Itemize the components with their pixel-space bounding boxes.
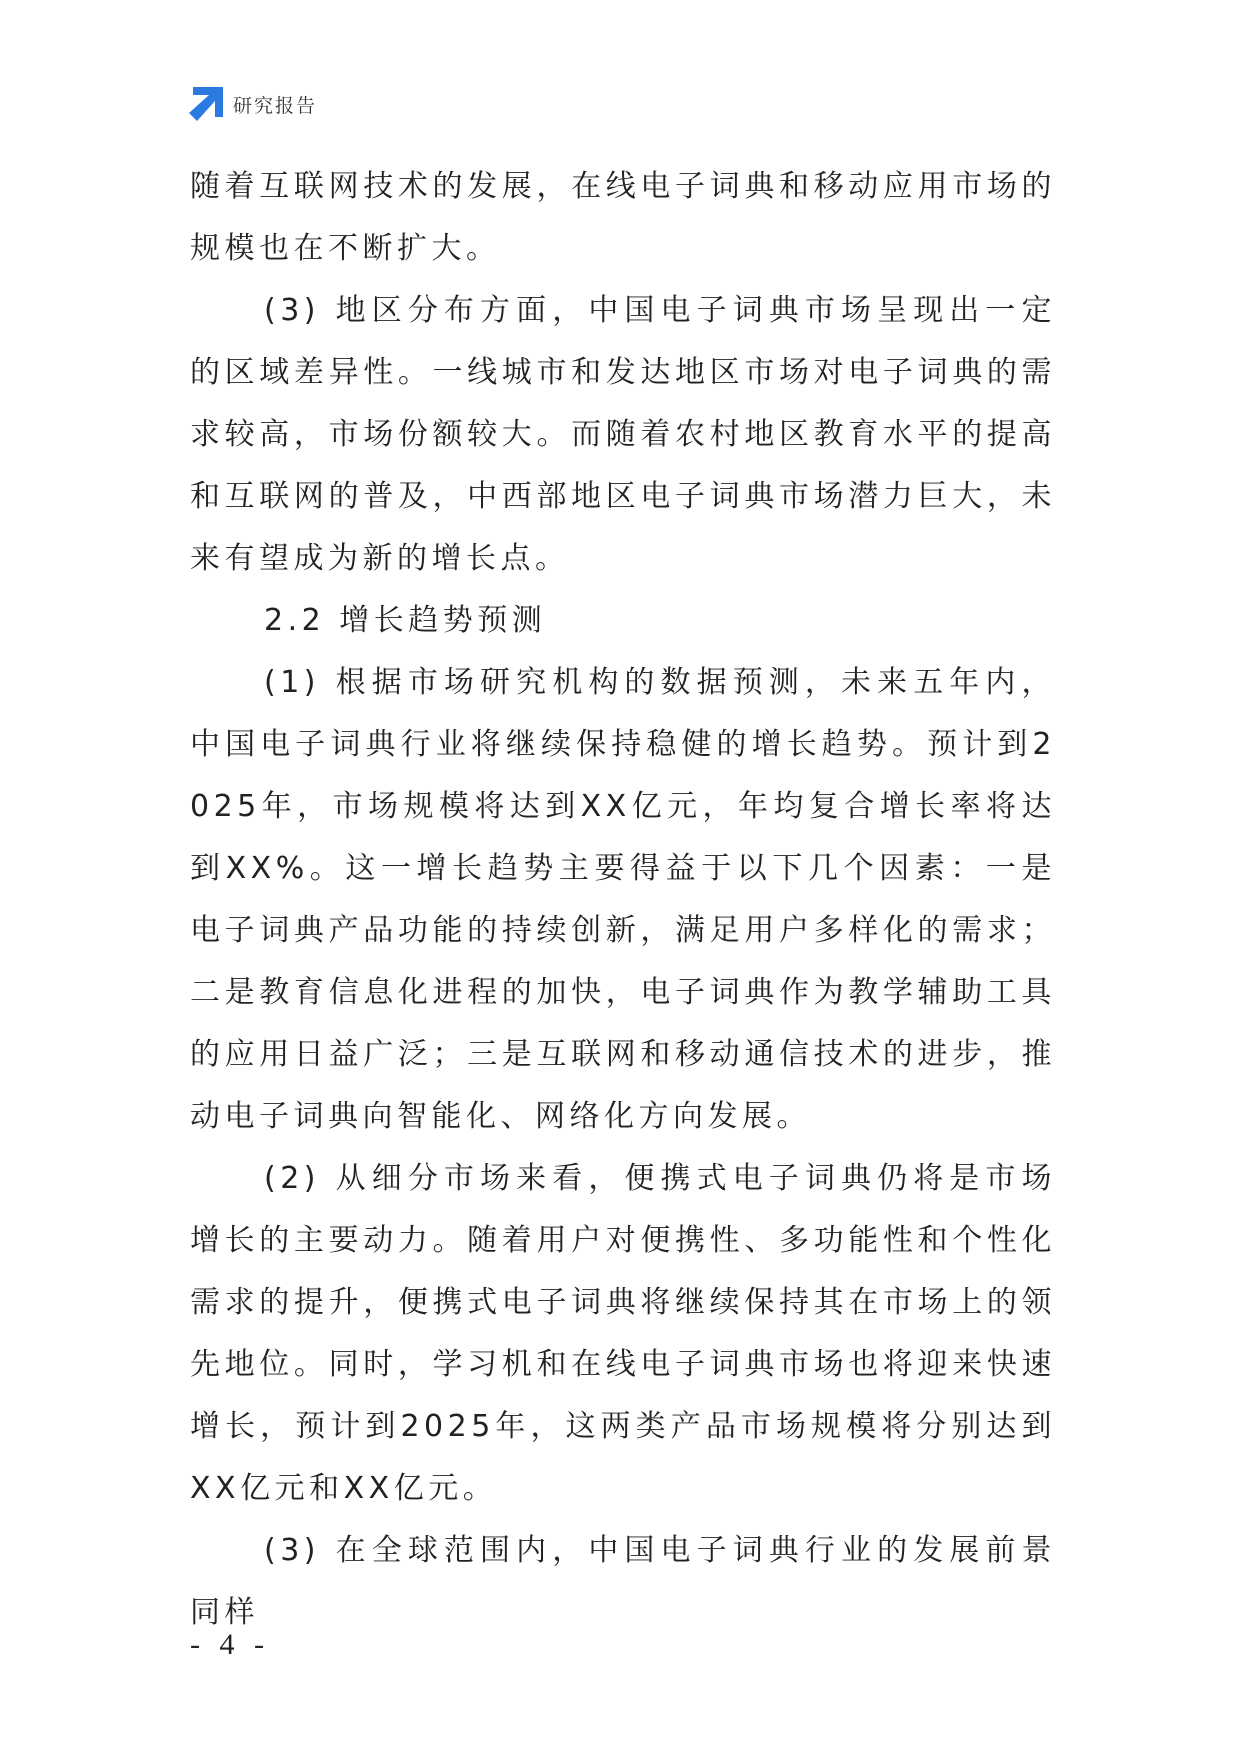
- paragraph-internet-growth: 随着互联网技术的发展，在线电子词典和移动应用市场的规模也在不断扩大。: [190, 169, 1056, 266]
- paragraph-regional-distribution: (3) 地区分布方面，中国电子词典市场呈现出一定的区域差异性。一线城市和发达地区市场对电子词典的需求较高，市场份额较大。而随着农村地区教育水平的提高和互联网的普及，中西部地区电子词典市场潜力巨大，未来有望成为新的增长点。: [190, 293, 1056, 576]
- paragraph-market-segments: (2) 从细分市场来看，便携式电子词典仍将是市场增长的主要动力。随着用户对便携性、多功能性和个性化需求的提升，便携式电子词典将继续保持其在市场上的领先地位。同时，学习机和在线电子词典市场也将迎来快速增长，预计到2025年，这两类产品市场规模将分别达到XX亿元和XX亿元。: [190, 1161, 1056, 1506]
- arrow-up-right-icon: [189, 87, 223, 121]
- section-heading: 2.2 增长趋势预测: [264, 603, 547, 638]
- page-number: - 4 -: [190, 1628, 270, 1661]
- paragraph-growth-forecast: (1) 根据市场研究机构的数据预测，未来五年内，中国电子词典行业将继续保持稳健的增长趋势。预计到2025年，市场规模将达到XX亿元，年均复合增长率将达到XX%。这一增长趋势主要得益于以下几个因素：一是电子词典产品功能的持续创新，满足用户多样化的需求；二是教育信息化进程的加快，电子词典作为教学辅助工具的应用日益广泛；三是互联网和移动通信技术的进步，推动电子词典向智能化、网络化方向发展。: [190, 665, 1056, 1134]
- paragraph-global-outlook: (3) 在全球范围内，中国电子词典行业的发展前景同样: [190, 1533, 1056, 1630]
- report-header: [189, 86, 317, 122]
- document-body: [190, 156, 1056, 1644]
- header-title: 研究报告: [233, 94, 318, 117]
